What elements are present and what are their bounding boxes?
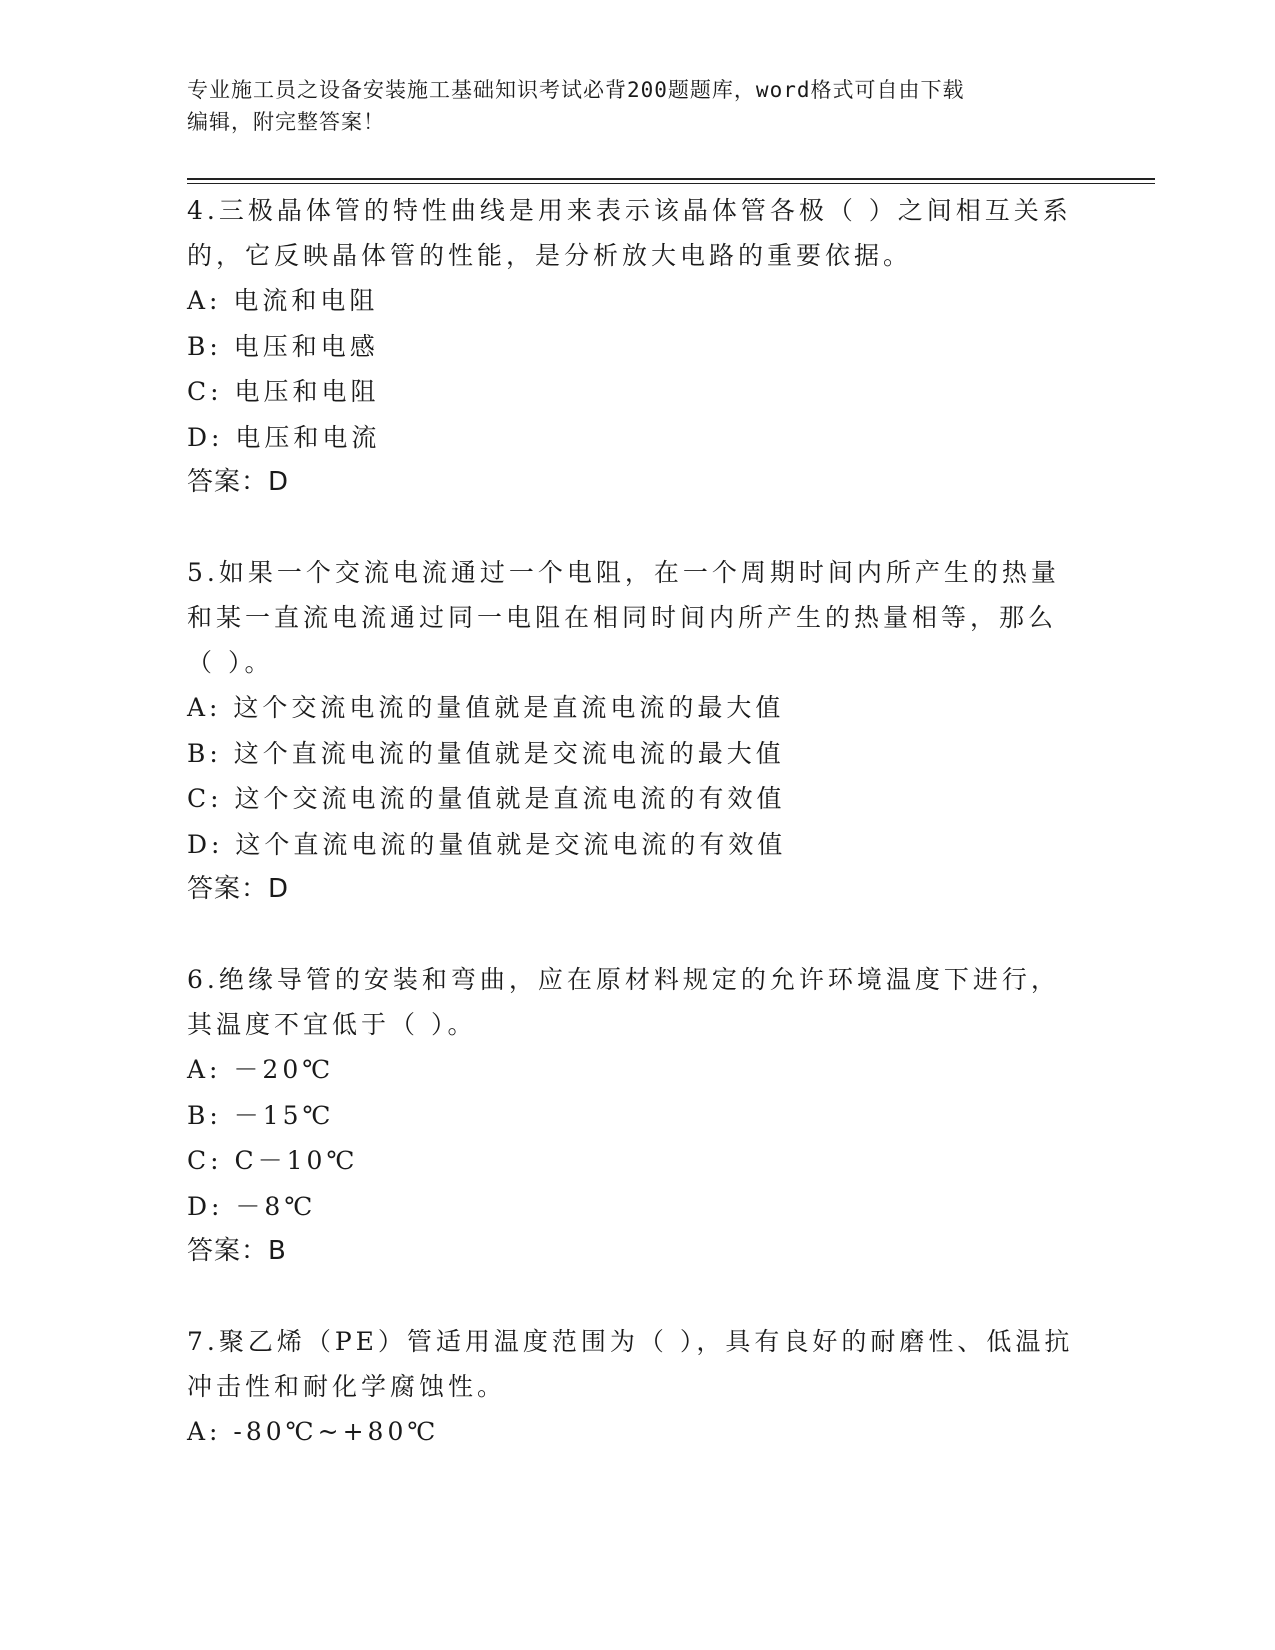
answer-line: 答案：D xyxy=(187,467,290,497)
answer-line: 答案：B xyxy=(187,1236,287,1266)
option-a: A: 这个交流电流的量值就是直流电流的最大值 xyxy=(187,693,785,722)
option-a: A: -80℃~+80℃ xyxy=(187,1417,440,1446)
option-c: C: 电压和电阻 xyxy=(187,377,380,406)
question-stem-line: 的，它反映晶体管的性能，是分析放大电路的重要依据。 xyxy=(187,241,913,270)
option-d: D: 电压和电流 xyxy=(187,422,381,452)
option-c: C: C－10℃ xyxy=(187,1146,359,1175)
question-7 xyxy=(187,1319,1087,1455)
option-b: B: 电压和电感 xyxy=(187,331,379,361)
option-b: B: －15℃ xyxy=(187,1100,335,1130)
question-stem-line: 5.如果一个交流电流通过一个电阻，在一个周期时间内所产生的热量 xyxy=(187,558,1060,587)
header-line-2: 编辑，附完整答案！ xyxy=(187,110,385,134)
header-divider-thick xyxy=(187,178,1155,180)
option-d: D: 这个直流电流的量值就是交流电流的有效值 xyxy=(187,829,787,859)
question-stem-line: 7.聚乙烯（PE）管适用温度范围为（ ），具有良好的耐磨性、低温抗 xyxy=(187,1327,1074,1356)
option-c: C: 这个交流电流的量值就是直流电流的有效值 xyxy=(187,784,786,813)
option-b: B: 这个直流电流的量值就是交流电流的最大值 xyxy=(187,738,785,768)
header-line-1: 专业施工员之设备安装施工基础知识考试必背200题题库，word格式可自由下载 xyxy=(187,78,965,102)
question-stem-line: 冲击性和耐化学腐蚀性。 xyxy=(187,1372,507,1401)
option-d: D: －8℃ xyxy=(187,1191,317,1221)
option-a: A: 电流和电阻 xyxy=(187,286,379,315)
question-spacer xyxy=(187,505,1087,550)
question-5 xyxy=(187,550,1087,912)
question-4 xyxy=(187,188,1087,505)
document-header xyxy=(187,74,1087,138)
question-6 xyxy=(187,957,1087,1274)
question-stem-line: 其温度不宜低于（ ）。 xyxy=(187,1010,477,1039)
question-stem-line: 和某一直流电流通过同一电阻在相同时间内所产生的热量相等，那么 xyxy=(187,603,1058,632)
question-spacer xyxy=(187,1274,1087,1319)
option-a: A: －20℃ xyxy=(187,1055,335,1084)
question-list xyxy=(187,188,1087,1455)
question-stem-line: （ ）。 xyxy=(187,648,274,677)
answer-line: 答案：D xyxy=(187,874,290,904)
header-divider-thin xyxy=(187,183,1155,184)
question-stem-line: 4.三极晶体管的特性曲线是用来表示该晶体管各极（ ）之间相互关系 xyxy=(187,196,1072,225)
question-stem-line: 6.绝缘导管的安装和弯曲，应在原材料规定的允许环境温度下进行， xyxy=(187,965,1060,994)
question-spacer xyxy=(187,912,1087,957)
